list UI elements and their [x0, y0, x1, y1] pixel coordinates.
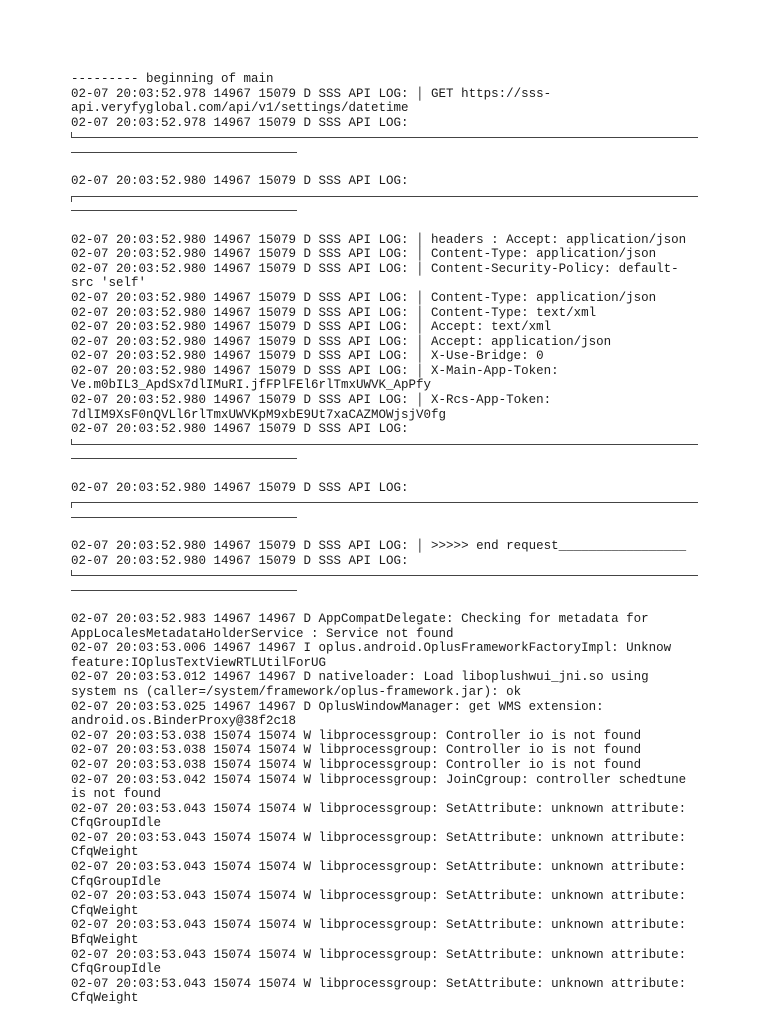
box-bottom-rule: [71, 568, 698, 583]
end-request-block: [71, 539, 698, 568]
log-line: 02-07 20:03:52.980 14967 15079 D SSS API LOG: │ Accept: text/xml: [71, 320, 552, 335]
log-line: 02-07 20:03:53.006 14967 14967 I oplus.android.OplusFrameworkFactoryImpl: Unknow: [71, 641, 672, 656]
log-header: --------- beginning of main: [71, 72, 274, 86]
log-line: 02-07 20:03:52.980 14967 15079 D SSS API LOG: │ Content-Type: application/json: [71, 290, 657, 305]
blank-line: [71, 160, 698, 175]
log-line: feature:IOplusTextViewRTLUtilForUG: [71, 655, 327, 670]
log-line: 02-07 20:03:53.012 14967 14967 D nativeloader: Load liboplushwui_jni.so using: [71, 670, 649, 685]
log-line: 02-07 20:03:52.980 14967 15079 D SSS API LOG:: [71, 553, 409, 568]
log-line: 02-07 20:03:52.983 14967 14967 D AppCompatDelegate: Checking for metadata for: [71, 611, 649, 626]
box-rule-continuation: [71, 583, 698, 598]
request-start-block: [71, 87, 698, 131]
log-line: CfqGroupIdle: [71, 962, 162, 977]
log-line: 02-07 20:03:52.980 14967 15079 D SSS API LOG: │ Content-Type: text/xml: [71, 305, 597, 320]
headers-open-block: [71, 174, 698, 189]
log-line: AppLocalesMetadataHolderService : Service not found: [71, 626, 454, 641]
log-line: BfqWeight: [71, 933, 139, 948]
log-line: api.veryfyglobal.com/api/v1/settings/datetime: [71, 101, 409, 116]
box-bottom-rule: [71, 437, 698, 452]
log-line: 02-07 20:03:52.980 14967 15079 D SSS API LOG:: [71, 480, 409, 495]
log-line: 02-07 20:03:52.980 14967 15079 D SSS API LOG:: [71, 174, 409, 189]
box-rule-continuation: [71, 203, 698, 218]
log-line: CfqGroupIdle: [71, 816, 162, 831]
log-line: 02-07 20:03:53.043 15074 15074 W libprocessgroup: SetAttribute: unknown attribute:: [71, 860, 687, 875]
system-log-block: [71, 612, 698, 1006]
log-line: 02-07 20:03:52.980 14967 15079 D SSS API LOG: │ headers : Accept: application/json: [71, 232, 687, 247]
log-line: 02-07 20:03:53.043 15074 15074 W libprocessgroup: SetAttribute: unknown attribute:: [71, 889, 687, 904]
log-line: 02-07 20:03:52.980 14967 15079 D SSS API LOG: │ Accept: application/json: [71, 334, 612, 349]
log-line: 02-07 20:03:52.978 14967 15079 D SSS API LOG: │ GET https://sss-: [71, 86, 552, 101]
log-line: 02-07 20:03:52.980 14967 15079 D SSS API LOG: │ X-Use-Bridge: 0: [71, 349, 544, 364]
blank-line: [71, 218, 698, 233]
log-line: 02-07 20:03:53.043 15074 15074 W libprocessgroup: SetAttribute: unknown attribute:: [71, 801, 687, 816]
log-line: CfqGroupIdle: [71, 874, 162, 889]
log-line: 02-07 20:03:52.980 14967 15079 D SSS API LOG: │ X-Main-App-Token:: [71, 363, 559, 378]
log-line: 02-07 20:03:52.980 14967 15079 D SSS API LOG: │ X-Rcs-App-Token:: [71, 393, 552, 408]
blank-line: [71, 597, 698, 612]
box-top-rule: [71, 495, 698, 510]
blank-line: [71, 524, 698, 539]
log-line: CfqWeight: [71, 903, 139, 918]
log-line: 02-07 20:03:52.980 14967 15079 D SSS API LOG: │ Content-Type: application/json: [71, 247, 657, 262]
box-top-rule: [71, 189, 698, 204]
log-line: 02-07 20:03:52.980 14967 15079 D SSS API LOG: │ Content-Security-Policy: default-: [71, 261, 679, 276]
log-line: 02-07 20:03:53.043 15074 15074 W libprocessgroup: SetAttribute: unknown attribute:: [71, 947, 687, 962]
log-line: 02-07 20:03:53.038 15074 15074 W libprocessgroup: Controller io is not found: [71, 743, 642, 758]
log-line: 02-07 20:03:52.978 14967 15079 D SSS API LOG:: [71, 115, 409, 130]
log-line: 7dlIM9XsF0nQVLl6rlTmxUWVKpM9xbE9Ut7xaCAZMOWjsjV0fg: [71, 407, 447, 422]
log-line: 02-07 20:03:53.043 15074 15074 W libprocessgroup: SetAttribute: unknown attribute:: [71, 918, 687, 933]
headers-block: [71, 233, 698, 437]
box-bottom-rule: [71, 130, 698, 145]
log-line: src 'self': [71, 276, 147, 291]
log-line: system ns (caller=/system/framework/oplus-framework.jar): ok: [71, 684, 522, 699]
end-open-block: [71, 481, 698, 496]
box-rule-continuation: [71, 145, 698, 160]
log-line: 02-07 20:03:53.038 15074 15074 W libprocessgroup: Controller io is not found: [71, 757, 642, 772]
log-line: 02-07 20:03:52.980 14967 15079 D SSS API LOG:: [71, 422, 409, 437]
log-line: 02-07 20:03:53.038 15074 15074 W libprocessgroup: Controller io is not found: [71, 728, 642, 743]
log-line: is not found: [71, 787, 162, 802]
log-line: Ve.m0bIL3_ApdSx7dlIMuRI.jfFPlFEl6rlTmxUWVK_ApPfy: [71, 378, 432, 393]
box-rule-continuation: [71, 510, 698, 525]
box-rule-continuation: [71, 451, 698, 466]
log-line: 02-07 20:03:53.043 15074 15074 W libprocessgroup: SetAttribute: unknown attribute:: [71, 976, 687, 991]
log-line: CfqWeight: [71, 991, 139, 1006]
log-line: 02-07 20:03:52.980 14967 15079 D SSS API LOG: │ >>>>> end request_________________: [71, 539, 687, 553]
log-line: 02-07 20:03:53.042 15074 15074 W libprocessgroup: JoinCgroup: controller schedtune: [71, 772, 687, 787]
log-line: 02-07 20:03:53.043 15074 15074 W libprocessgroup: SetAttribute: unknown attribute:: [71, 830, 687, 845]
log-line: android.os.BinderProxy@38f2c18: [71, 714, 297, 729]
log-line: 02-07 20:03:53.025 14967 14967 D OplusWindowManager: get WMS extension:: [71, 699, 604, 714]
log-line: CfqWeight: [71, 845, 139, 860]
log-document: [71, 72, 698, 1006]
blank-line: [71, 466, 698, 481]
